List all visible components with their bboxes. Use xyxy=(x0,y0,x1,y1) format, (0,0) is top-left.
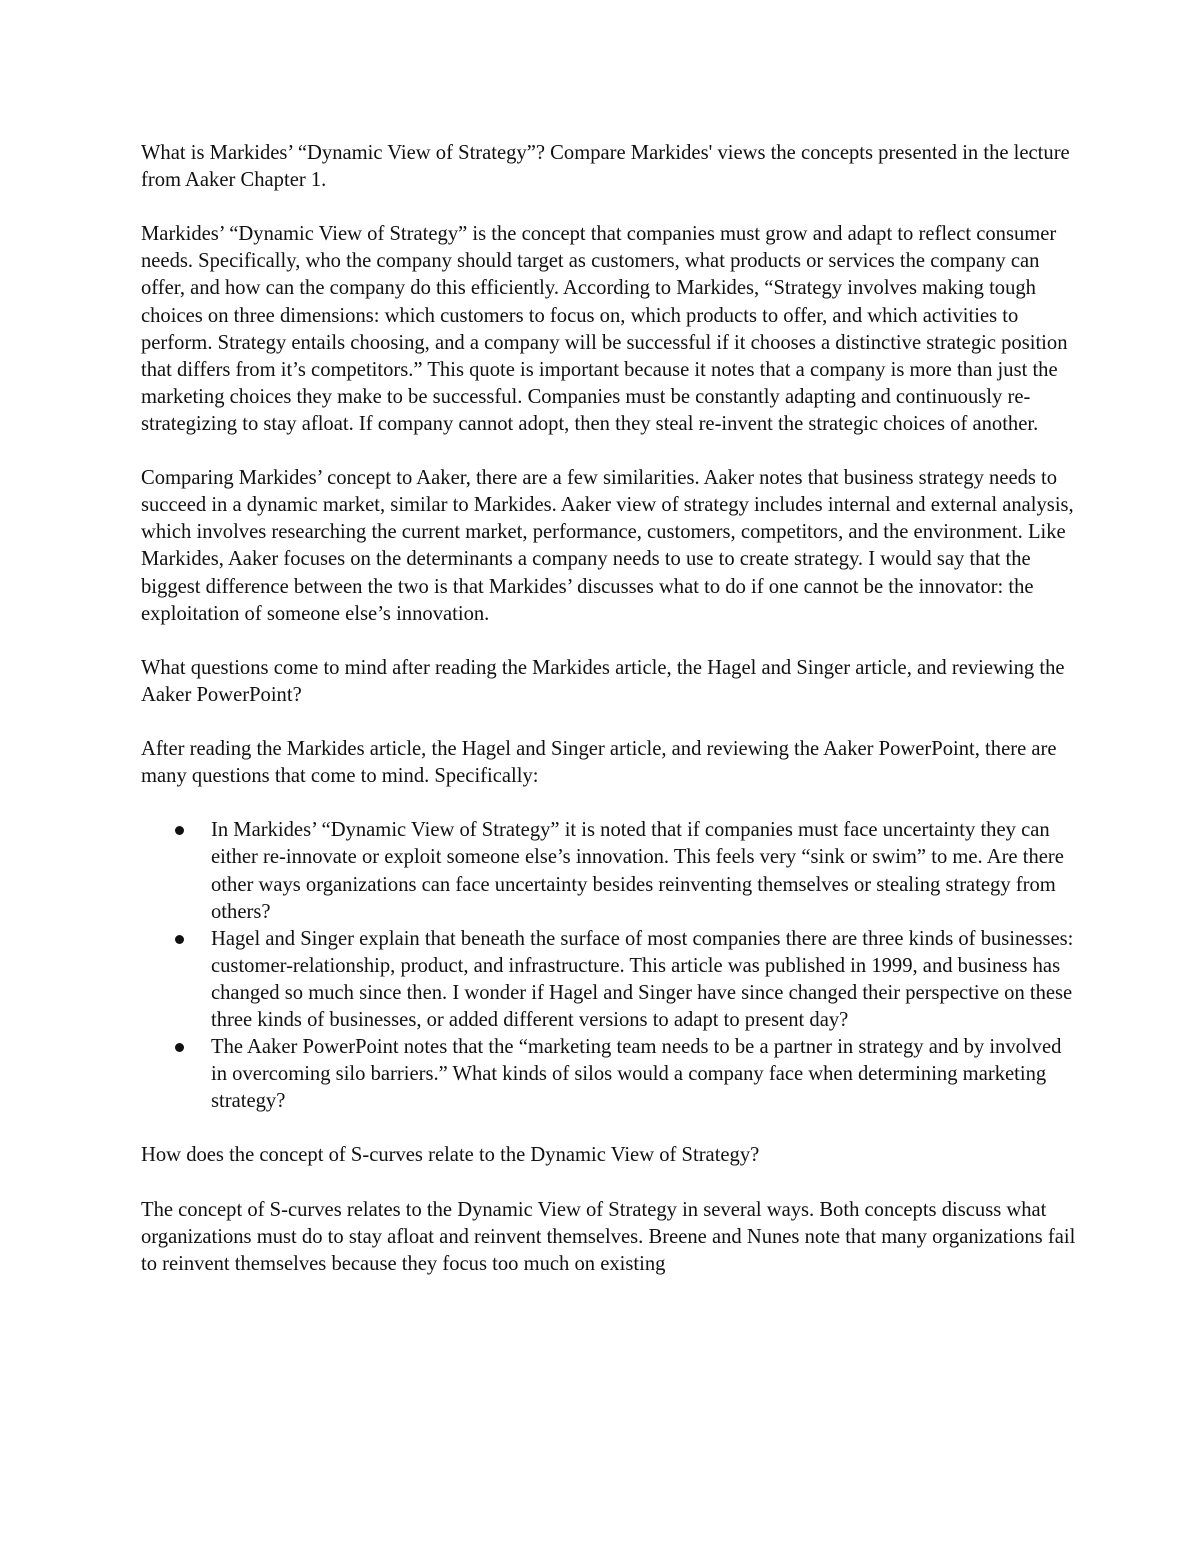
answer-1-paragraph-1: Markides’ “Dynamic View of Strategy” is the concept that companies must grow and adapt to reflect consumer needs. Specifically, who the company should target as customers, what products or services the company can offer, and how can the company do this efficiently. According to Markides, “Strategy involves making tough choices on three dimensions: which customers to focus on, which products to offer, and which activities to perform. Strategy entails choosing, and a company will be successful if it chooses a distinctive strategic position that differs from it’s competitors.” This quote is important because it notes that a company is more than just the marketing choices they make to be successful. Companies must be constantly adapting and continuously re-strategizing to stay afloat. If company cannot adopt, then they steal re-invent the strategic choices of another. xyxy=(141,223,1068,435)
answer-2-intro: After reading the Markides article, the Hagel and Singer article, and reviewing the Aaker PowerPoint, there are many questions that come to mind. Specifically: xyxy=(141,738,1057,788)
document-page xyxy=(141,140,1076,1278)
bullet-icon xyxy=(175,935,184,944)
bullet-text: In Markides’ “Dynamic View of Strategy” it is noted that if companies must face uncertainty they can either re-innovate or exploit someone else’s innovation. This feels very “sink or swim” to me. Are there other ways organizations can face uncertainty besides reinventing themselves or stealing strategy from others? xyxy=(211,819,1064,923)
answer-3-paragraph-1: The concept of S-curves relates to the Dynamic View of Strategy in several ways. Both concepts discuss what organizations must do to stay afloat and reinvent themselves. Breene and Nunes note that many organizations fail to reinvent themselves because they focus too much on existing xyxy=(141,1198,1076,1275)
question-2: What questions come to mind after reading the Markides article, the Hagel and Singer article, and reviewing the Aaker PowerPoint? xyxy=(141,656,1065,706)
question-3: How does the concept of S-curves relate to the Dynamic View of Strategy? xyxy=(141,1144,760,1167)
question-1: What is Markides’ “Dynamic View of Strategy”? Compare Markides' views the concepts presented in the lecture from Aaker Chapter 1. xyxy=(141,142,1070,192)
bullet-text: The Aaker PowerPoint notes that the “marketing team needs to be a partner in strategy and by involved in overcoming silo barriers.” What kinds of silos would a company face when determining marketing strategy? xyxy=(211,1036,1062,1113)
bullet-icon xyxy=(175,826,184,835)
bullet-icon xyxy=(175,1043,184,1052)
bullet-item xyxy=(141,817,1076,925)
bullet-item xyxy=(141,926,1076,1034)
bullet-text: Hagel and Singer explain that beneath the surface of most companies there are three kinds of businesses: customer-relationship, product, and infrastructure. This article was published in 1999, and business has changed so much since then. I wonder if Hagel and Singer have since changed their perspective on these three kinds of businesses, or added different versions to adapt to present day? xyxy=(211,927,1074,1031)
answer-1-paragraph-2: Comparing Markides’ concept to Aaker, there are a few similarities. Aaker notes that business strategy needs to succeed in a dynamic market, similar to Markides. Aaker view of strategy includes internal and external analysis, which involves researching the current market, performance, customers, competitors, and the environment. Like Markides, Aaker focuses on the determinants a company needs to use to create strategy. I would say that the biggest difference between the two is that Markides’ discusses what to do if one cannot be the innovator: the exploitation of someone else’s innovation. xyxy=(141,467,1074,625)
bullet-item xyxy=(141,1034,1076,1115)
questions-bullet-list xyxy=(141,817,1076,1115)
